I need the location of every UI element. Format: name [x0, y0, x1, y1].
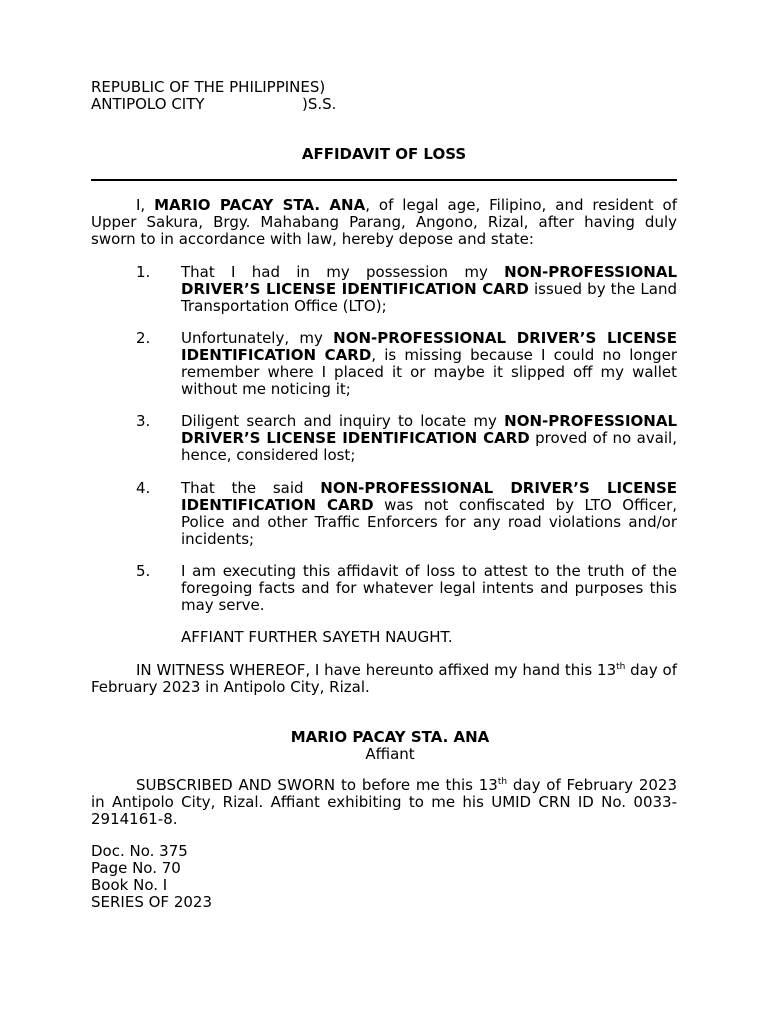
- affiant-name: MARIO PACAY STA. ANA: [290, 728, 490, 746]
- republic-line: REPUBLIC OF THE PHILIPPINES): [91, 78, 326, 96]
- item-text-bold: NON-PROFESSIONAL DRIVER’S LICENSE IDENTIFICATION CARD: [181, 263, 677, 298]
- item-number: 1.: [136, 263, 151, 281]
- city-label: ANTIPOLO CITY: [91, 95, 205, 113]
- item-text-post: , is missing because I could no longer remember where I placed it or maybe it slipped off my wallet without me noticing it;: [181, 346, 677, 398]
- item-number: 3.: [136, 412, 151, 430]
- item-text-post: proved of no avail, hence, considered lost;: [181, 429, 677, 464]
- item-number: 4.: [136, 479, 151, 497]
- item-text: [181, 330, 677, 398]
- jurat-pre: SUBSCRIBED AND SWORN to before me this 13: [136, 776, 498, 794]
- city-suffix: )S.S.: [302, 95, 337, 113]
- item-text-bold: NON-PROFESSIONAL DRIVER’S LICENSE IDENTIFICATION CARD: [181, 479, 677, 514]
- item-text: [181, 413, 677, 464]
- item-text-pre: I am executing this affidavit of loss to attest to the truth of the foregoing facts and for whatever legal intents and purposes this may serve.: [181, 562, 677, 614]
- witness-ordinal: th: [616, 662, 626, 672]
- jurat-post: day of February 2023 in Antipolo City, Rizal. Affiant exhibiting to me his UMID CRN ID No. 0033-2914161-8.: [91, 776, 677, 828]
- item-text: [181, 563, 677, 614]
- closing-statement: AFFIANT FURTHER SAYETH NAUGHT.: [181, 628, 453, 646]
- intro-pre: I,: [136, 196, 155, 214]
- affiant-name-inline: MARIO PACAY STA. ANA: [154, 196, 366, 214]
- witness-paragraph: [91, 662, 677, 696]
- document-title: AFFIDAVIT OF LOSS: [301, 145, 467, 163]
- title-divider: [91, 179, 677, 181]
- witness-pre: IN WITNESS WHEREOF, I have hereunto affixed my hand this 13: [136, 661, 617, 679]
- affiant-role: Affiant: [365, 745, 415, 763]
- list-item: [91, 264, 677, 315]
- doc-number: Doc. No. 375: [91, 842, 188, 860]
- signature-block: [91, 729, 689, 763]
- list-item: [91, 330, 677, 398]
- venue-block: [91, 79, 336, 113]
- witness-post: day of February 2023 in Antipolo City, Rizal.: [91, 661, 677, 696]
- city-line: [91, 96, 336, 113]
- intro-post: , of legal age, Filipino, and resident of Upper Sakura, Brgy. Mahabang Parang, Angono, Rizal, after having duly sworn to in accordance with law, hereby depose and state:: [91, 196, 677, 248]
- item-text-post: issued by the Land Transportation Office (LTO);: [181, 280, 677, 315]
- item-text: [181, 480, 677, 548]
- item-text-pre: Unfortunately, my: [181, 329, 334, 347]
- list-item: [91, 413, 677, 464]
- list-item: [91, 480, 677, 548]
- item-number: 5.: [136, 562, 151, 580]
- item-text-bold: NON-PROFESSIONAL DRIVER’S LICENSE IDENTIFICATION CARD: [181, 329, 677, 364]
- item-text-pre: That the said: [181, 479, 321, 497]
- series-year: SERIES OF 2023: [91, 893, 212, 911]
- book-number: Book No. I: [91, 876, 168, 894]
- intro-paragraph: [91, 197, 677, 248]
- docket-block: [91, 843, 212, 911]
- item-number: 2.: [136, 329, 151, 347]
- list-item: [91, 563, 677, 614]
- item-text: [181, 264, 677, 315]
- item-text-bold: NON-PROFESSIONAL DRIVER’S LICENSE IDENTIFICATION CARD: [181, 412, 677, 447]
- item-text-pre: That I had in my possession my: [181, 263, 505, 281]
- page-number: Page No. 70: [91, 859, 181, 877]
- item-text-post: was not confiscated by LTO Officer, Police and other Traffic Enforcers for any road violations and/or incidents;: [181, 496, 678, 548]
- item-text-pre: Diligent search and inquiry to locate my: [181, 412, 505, 430]
- jurat-paragraph: [91, 777, 677, 828]
- jurat-ordinal: th: [497, 777, 508, 787]
